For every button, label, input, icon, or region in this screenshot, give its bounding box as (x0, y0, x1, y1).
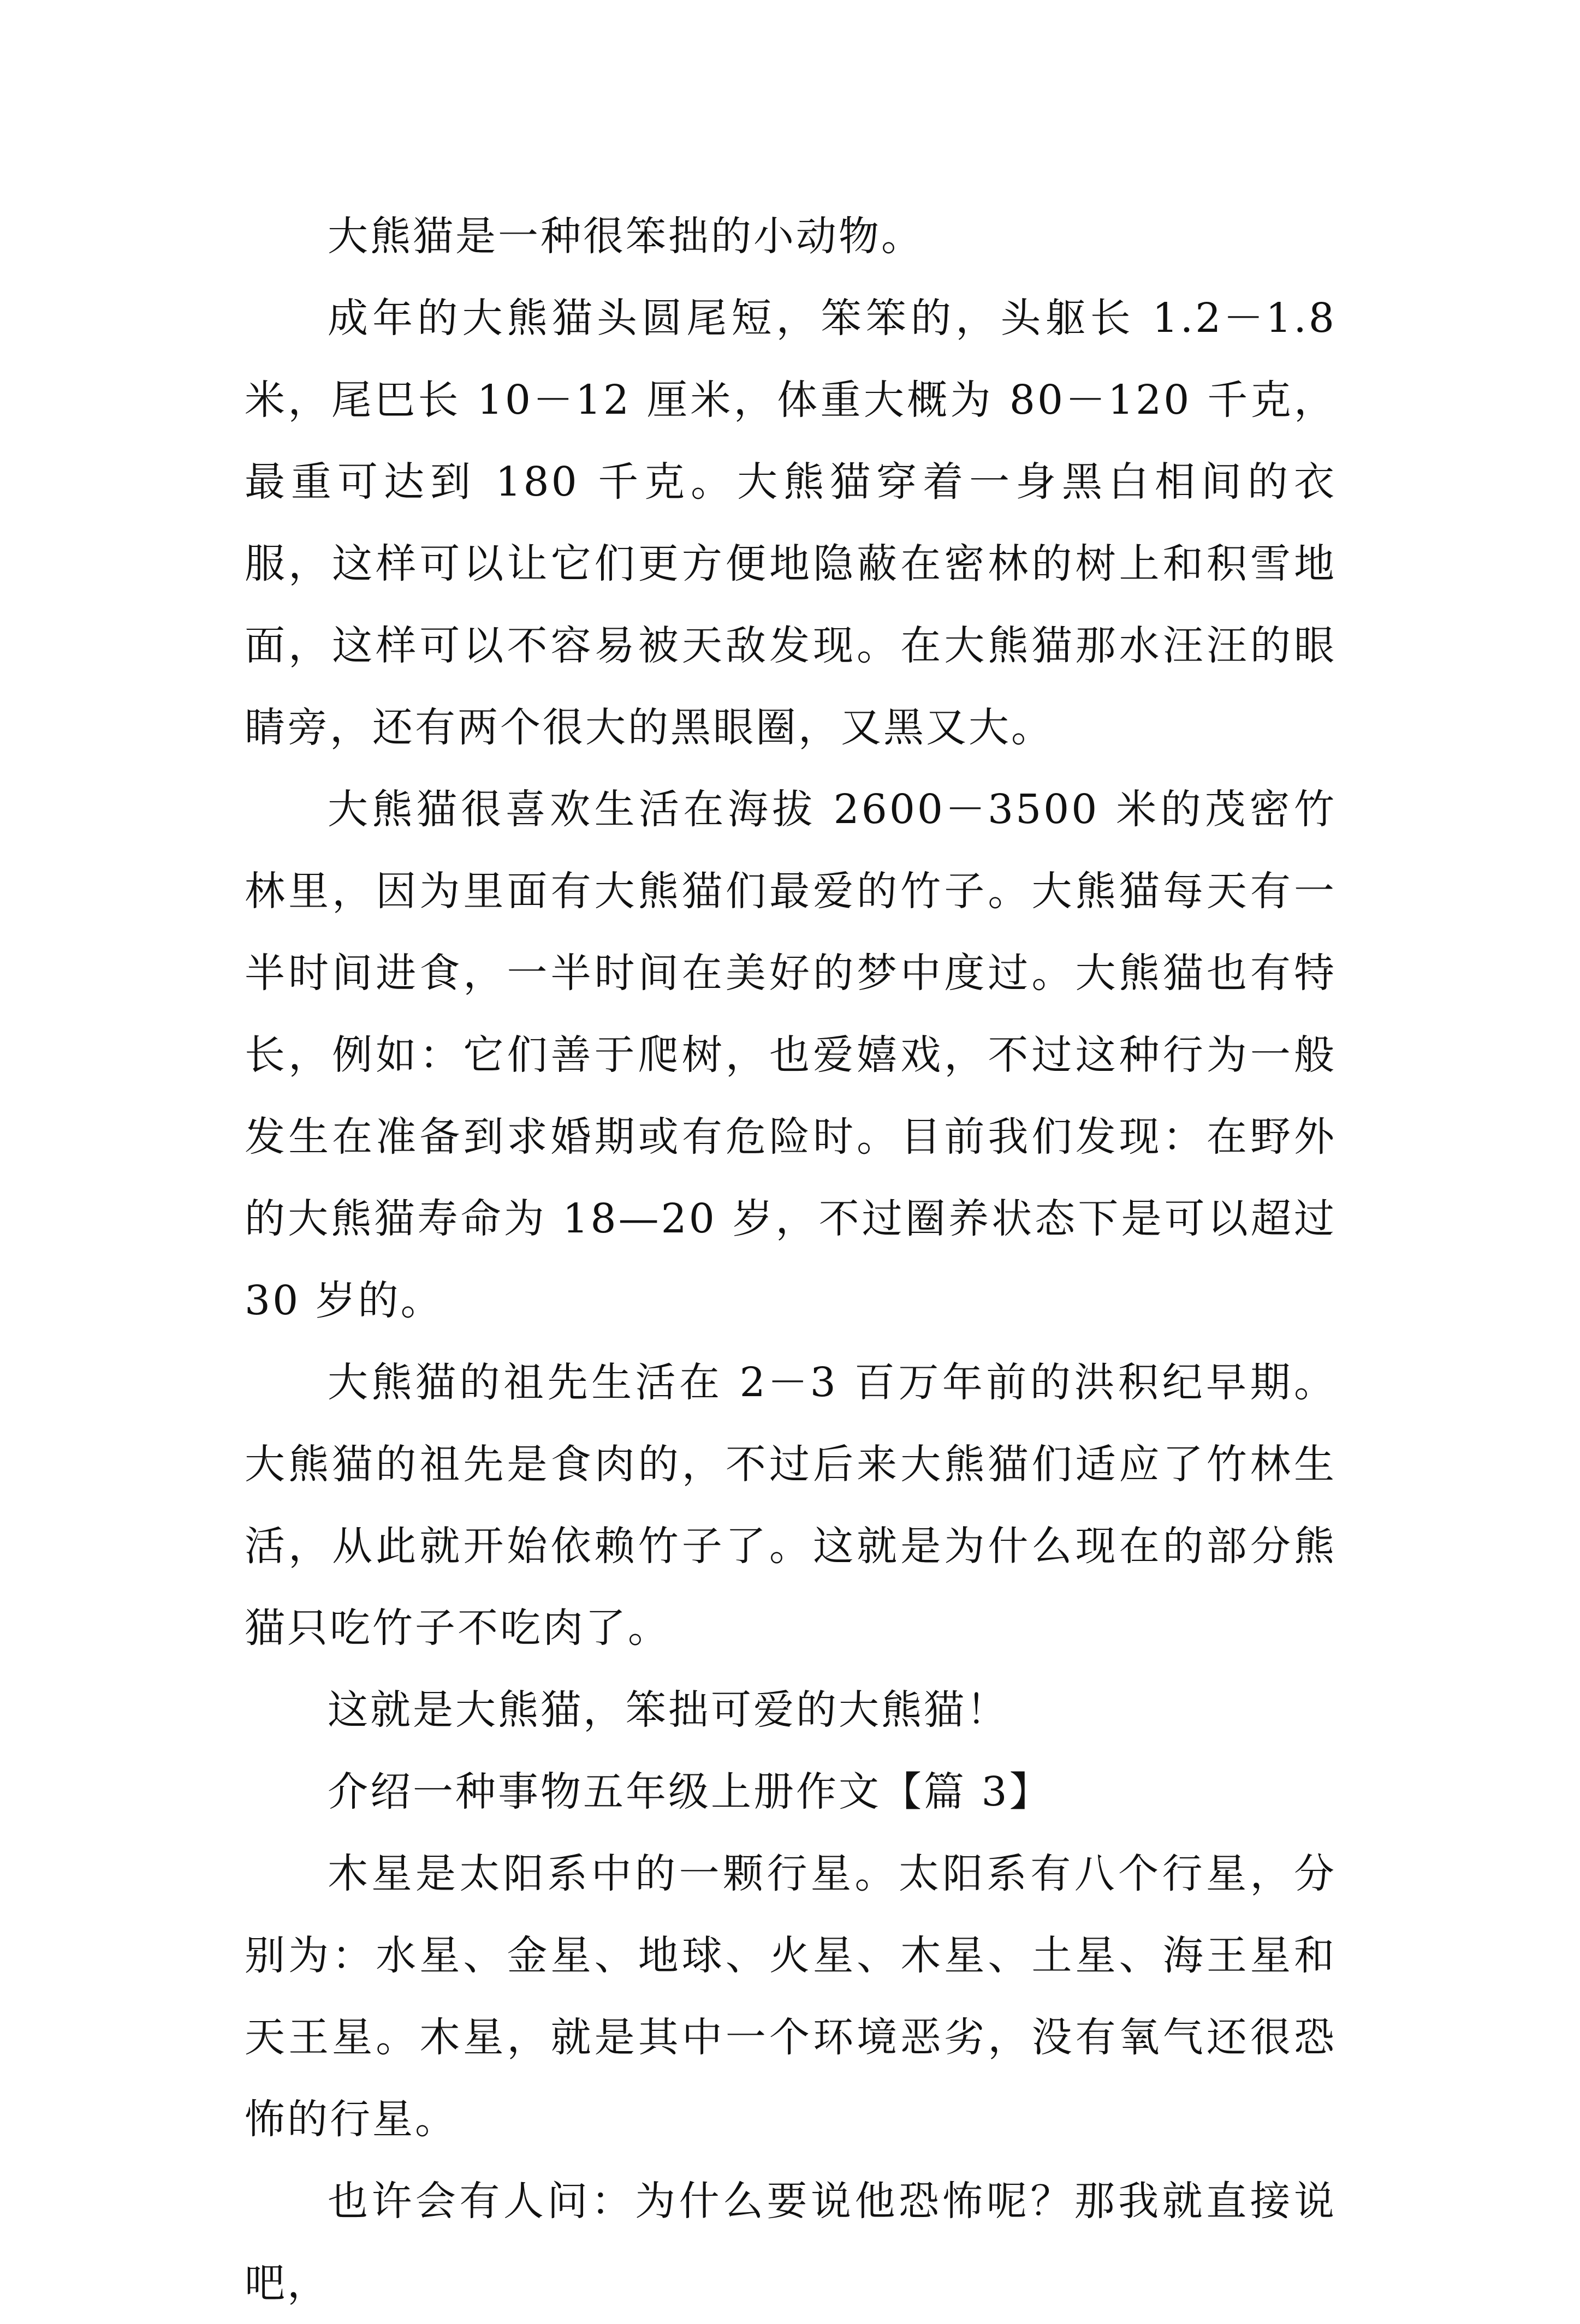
paragraph-jupiter-question: 也许会有人问：为什么要说他恐怖呢？那我就直接说吧， (245, 2178, 1337, 2307)
document-body (245, 195, 1337, 2324)
paragraph-habitat: 大熊猫很喜欢生活在海拔 2600－3500 米的茂密竹林里，因为里面有大熊猫们最爱的竹子。大熊猫每天有一半时间进食，一半时间在美好的梦中度过。大熊猫也有特长，例如：它们善于爬树，也爱嬉戏，不过这种行为一般发生在准备到求婚期或有危险时。目前我们发现：在野外的大熊猫寿命为 18—20 岁，不过圈养状态下是可以超过 30 岁的。 (245, 786, 1337, 1324)
paragraph-jupiter-intro: 木星是太阳系中的一颗行星。太阳系有八个行星，分别为：水星、金星、地球、火星、木星、土星、海王星和天王星。木星，就是其中一个环境恶劣，没有氧气还很恐怖的行星。 (245, 1850, 1337, 2143)
paragraph-appearance: 成年的大熊猫头圆尾短，笨笨的，头躯长 1.2－1.8 米，尾巴长 10－12 厘米，体重大概为 80－120 千克，最重可达到 180 千克。大熊猫穿着一身黑白相间的衣服，这样可以让它们更方便地隐蔽在密林的树上和积雪地面，这样可以不容易被天敌发现。在大熊猫那水汪汪的眼睛旁，还有两个很大的黑眼圈，又黑又大。 (245, 295, 1337, 751)
paragraph-conclusion: 这就是大熊猫，笨拙可爱的大熊猫！ (328, 1687, 1009, 1733)
paragraph-ancestors: 大熊猫的祖先生活在 2－3 百万年前的洪积纪早期。大熊猫的祖先是食肉的，不过后来大熊猫们适应了竹林生活，从此就开始依赖竹子了。这就是为什么现在的部分熊猫只吃竹子不吃肉了。 (245, 1359, 1337, 1652)
section-heading: 介绍一种事物五年级上册作文【篇 3】 (328, 1768, 1052, 1815)
paragraph-intro: 大熊猫是一种很笨拙的小动物。 (328, 213, 924, 260)
